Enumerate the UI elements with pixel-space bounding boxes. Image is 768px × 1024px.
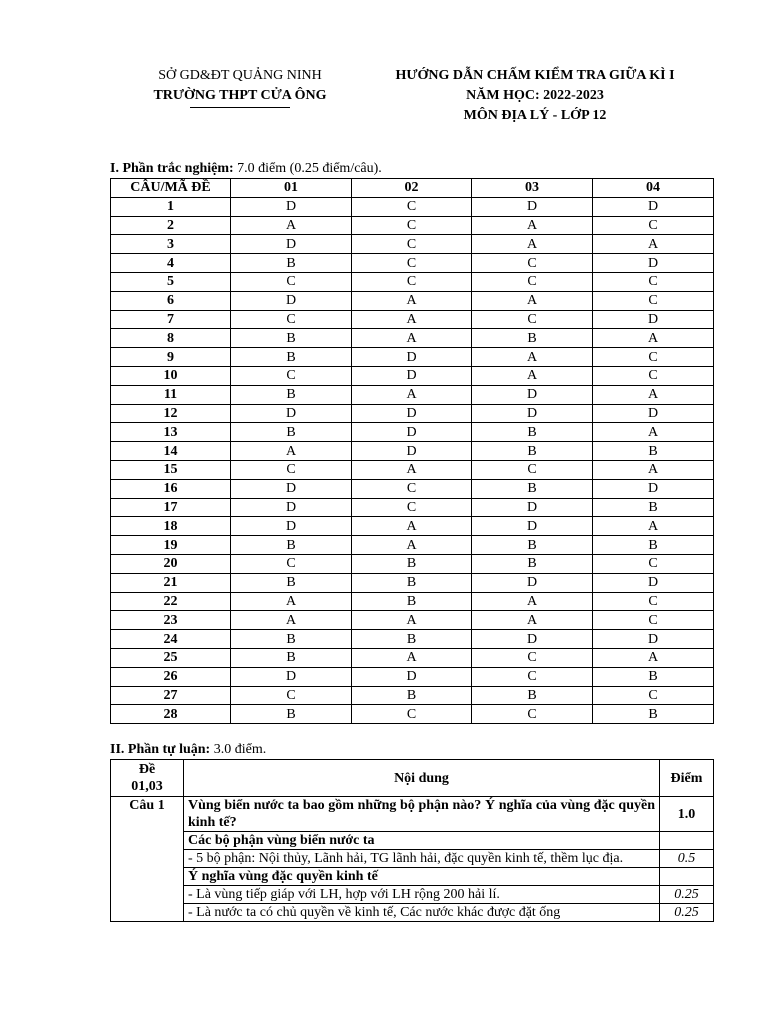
answer-cell: C [593,216,714,235]
mc-answer-row [111,460,714,479]
mc-answer-row [111,517,714,536]
answer-cell: A [231,592,352,611]
answer-cell: B [472,479,593,498]
section2-title: II. Phần tự luận: [110,742,211,757]
question-number-cell: 7 [111,310,231,329]
school-name: TRƯỜNG THPT CỬA ÔNG [153,88,327,103]
multiple-choice-answer-table [110,178,714,724]
question-number-cell: 1 [111,197,231,216]
answer-cell: D [593,197,714,216]
mc-answer-row [111,216,714,235]
answer-cell: A [352,385,472,404]
answer-cell: C [593,686,714,705]
answer-cell: D [472,498,593,517]
sub2-item2-points: 0.25 [660,904,714,922]
answer-cell: A [352,310,472,329]
sub1-item: - 5 bộ phận: Nội thủy, Lãnh hải, TG lãnh hải, đặc quyền kinh tế, thềm lục địa. [184,850,660,868]
answer-cell: D [352,366,472,385]
answer-cell: D [352,667,472,686]
question-number-cell: 28 [111,705,231,724]
answer-cell: B [231,630,352,649]
answer-cell: A [472,291,593,310]
answer-cell: D [593,404,714,423]
question-number-cell: 17 [111,498,231,517]
empty-points-cell [660,868,714,886]
department-name: SỞ GD&ĐT QUẢNG NINH [158,68,322,83]
answer-cell: D [352,442,472,461]
mc-answer-row [111,573,714,592]
answer-cell: C [231,272,352,291]
section2-note: 3.0 điểm. [210,742,267,757]
answer-cell: B [231,254,352,273]
answer-cell: C [231,460,352,479]
question-number-cell: 12 [111,404,231,423]
question-number-cell: 2 [111,216,231,235]
question-number-cell: 6 [111,291,231,310]
answer-cell: C [231,554,352,573]
question-number-cell: 8 [111,329,231,348]
section1-title: I. Phần trắc nghiệm: [110,161,234,176]
mc-header-cell: 03 [472,179,593,198]
sub1-title: Các bộ phận vùng biển nước ta [184,832,660,850]
question-number-cell: 19 [111,536,231,555]
answer-cell: C [352,235,472,254]
answer-cell: C [472,648,593,667]
mc-header-cell: 02 [352,179,472,198]
answer-cell: B [593,498,714,517]
answer-cell: D [231,235,352,254]
answer-cell: B [231,348,352,367]
answer-cell: C [472,667,593,686]
answer-cell: B [352,630,472,649]
answer-cell: C [231,366,352,385]
essay-header-exam-code [111,760,184,797]
question-text: Vùng biển nước ta bao gồm những bộ phận nào? Ý nghĩa của vùng đặc quyền kinh tế? [184,797,660,832]
answer-cell: D [472,630,593,649]
answer-cell: C [593,348,714,367]
header-right [370,66,700,126]
question-number-cell: 13 [111,423,231,442]
answer-cell: B [231,573,352,592]
question-number-cell: 23 [111,611,231,630]
answer-cell: A [593,648,714,667]
answer-cell: D [593,254,714,273]
answer-cell: B [352,573,472,592]
mc-answer-row [111,630,714,649]
answer-cell: B [472,423,593,442]
answer-cell: B [231,536,352,555]
sub2-title: Ý nghĩa vùng đặc quyền kinh tế [184,868,660,886]
question-number-cell: 20 [111,554,231,573]
question-number-cell: 24 [111,630,231,649]
answer-cell: A [593,235,714,254]
answer-cell: B [472,329,593,348]
school-year: NĂM HỌC: 2022-2023 [466,88,604,103]
question-number-cell: 25 [111,648,231,667]
question-number-cell: 22 [111,592,231,611]
answer-cell: A [231,611,352,630]
question-label: Câu 1 [111,797,184,922]
mc-answer-row [111,498,714,517]
exam-code-label: Đề [138,762,156,777]
answer-cell: B [472,442,593,461]
answer-cell: C [472,705,593,724]
mc-answer-row [111,348,714,367]
question-number-cell: 4 [111,254,231,273]
answer-cell: A [472,235,593,254]
essay-header-content: Nội dung [184,760,660,797]
answer-cell: A [352,517,472,536]
question-number-cell: 3 [111,235,231,254]
answer-cell: D [352,423,472,442]
answer-cell: B [231,385,352,404]
mc-answer-row [111,423,714,442]
school-underline [190,107,290,108]
question-number-cell: 14 [111,442,231,461]
mc-answer-row [111,611,714,630]
mc-answer-row [111,366,714,385]
mc-header-cell: CÂU/MÃ ĐỀ [111,179,231,198]
answer-cell: B [593,705,714,724]
answer-cell: A [593,517,714,536]
answer-cell: C [231,310,352,329]
answer-cell: D [593,573,714,592]
answer-cell: B [352,592,472,611]
answer-cell: B [231,648,352,667]
mc-answer-row [111,254,714,273]
mc-answer-row [111,310,714,329]
answer-cell: C [593,554,714,573]
mc-header-cell: 04 [593,179,714,198]
question-number-cell: 9 [111,348,231,367]
answer-cell: D [231,517,352,536]
answer-cell: C [593,366,714,385]
mc-header-cell: 01 [231,179,352,198]
answer-cell: C [352,498,472,517]
essay-item-row [111,850,714,868]
answer-cell: D [231,479,352,498]
answer-cell: D [231,197,352,216]
answer-cell: B [472,686,593,705]
answer-cell: D [231,667,352,686]
answer-cell: D [593,630,714,649]
answer-cell: D [352,348,472,367]
exam-code-values: 01,03 [131,779,163,794]
answer-cell: D [472,573,593,592]
mc-answer-row [111,686,714,705]
answer-cell: B [593,442,714,461]
answer-cell: D [472,197,593,216]
answer-cell: B [472,554,593,573]
question-number-cell: 26 [111,667,231,686]
answer-cell: A [472,216,593,235]
answer-cell: A [472,611,593,630]
answer-cell: C [352,479,472,498]
answer-cell: D [231,404,352,423]
essay-subheading-row [111,832,714,850]
answer-cell: C [472,254,593,273]
essay-question-row [111,797,714,832]
answer-cell: B [352,686,472,705]
essay-item-row [111,886,714,904]
mc-answer-row [111,329,714,348]
mc-answer-row [111,235,714,254]
answer-cell: A [231,442,352,461]
answer-cell: C [472,272,593,291]
answer-cell: C [352,197,472,216]
essay-rubric-table [110,759,714,922]
mc-header-row [111,179,714,198]
answer-cell: A [593,329,714,348]
essay-header-row [111,760,714,797]
answer-cell: D [231,498,352,517]
mc-answer-row [111,648,714,667]
answer-cell: C [231,686,352,705]
mc-answer-row [111,592,714,611]
answer-cell: A [352,291,472,310]
sub2-item1-points: 0.25 [660,886,714,904]
mc-answer-row [111,667,714,686]
answer-cell: A [472,348,593,367]
mc-answer-row [111,272,714,291]
mc-answer-row [111,536,714,555]
answer-cell: C [472,310,593,329]
question-number-cell: 10 [111,366,231,385]
subject-grade: MÔN ĐỊA LÝ - LỚP 12 [463,108,607,123]
answer-cell: B [472,536,593,555]
question-number-cell: 5 [111,272,231,291]
answer-cell: D [231,291,352,310]
document-title: HƯỚNG DẪN CHẤM KIỂM TRA GIỮA KÌ I [395,68,675,83]
answer-cell: B [352,554,472,573]
answer-cell: A [472,366,593,385]
question-number-cell: 15 [111,460,231,479]
answer-cell: C [352,254,472,273]
question-points: 1.0 [660,797,714,832]
answer-cell: A [352,611,472,630]
answer-cell: C [472,460,593,479]
mc-answer-row [111,479,714,498]
answer-cell: B [231,423,352,442]
answer-cell: D [352,404,472,423]
mc-answer-row [111,442,714,461]
answer-cell: A [352,329,472,348]
answer-cell: A [352,536,472,555]
mc-answer-row [111,404,714,423]
mc-answer-row [111,705,714,724]
answer-cell: A [593,423,714,442]
answer-cell: A [593,460,714,479]
answer-cell: C [593,291,714,310]
answer-cell: C [352,272,472,291]
answer-cell: D [472,404,593,423]
essay-subheading-row [111,868,714,886]
answer-cell: C [593,611,714,630]
answer-cell: B [231,705,352,724]
header-left [120,66,360,108]
answer-cell: B [231,329,352,348]
sub2-item1: - Là vùng tiếp giáp với LH, hợp với LH rộng 200 hải lí. [184,886,660,904]
sub2-item2: - Là nước ta có chủ quyền về kinh tế, Các nước khác được đặt ống [184,904,660,922]
essay-header-points: Điểm [660,760,714,797]
answer-cell: D [593,310,714,329]
answer-cell: D [593,479,714,498]
answer-cell: A [352,648,472,667]
mc-answer-row [111,554,714,573]
question-number-cell: 27 [111,686,231,705]
mc-answer-row [111,197,714,216]
answer-cell: C [593,272,714,291]
answer-cell: B [593,667,714,686]
answer-cell: A [593,385,714,404]
question-number-cell: 11 [111,385,231,404]
sub1-points: 0.5 [660,850,714,868]
section1-heading [110,160,382,178]
essay-item-row [111,904,714,922]
question-number-cell: 16 [111,479,231,498]
question-number-cell: 18 [111,517,231,536]
answer-cell: C [352,705,472,724]
answer-cell: D [472,517,593,536]
answer-cell: D [472,385,593,404]
answer-cell: C [352,216,472,235]
empty-points-cell [660,832,714,850]
section1-note: 7.0 điểm (0.25 điểm/câu). [233,161,382,176]
answer-cell: A [231,216,352,235]
section2-heading [110,741,266,759]
mc-answer-row [111,385,714,404]
answer-cell: C [593,592,714,611]
answer-cell: A [352,460,472,479]
answer-cell: B [593,536,714,555]
answer-cell: A [472,592,593,611]
mc-answer-row [111,291,714,310]
question-number-cell: 21 [111,573,231,592]
